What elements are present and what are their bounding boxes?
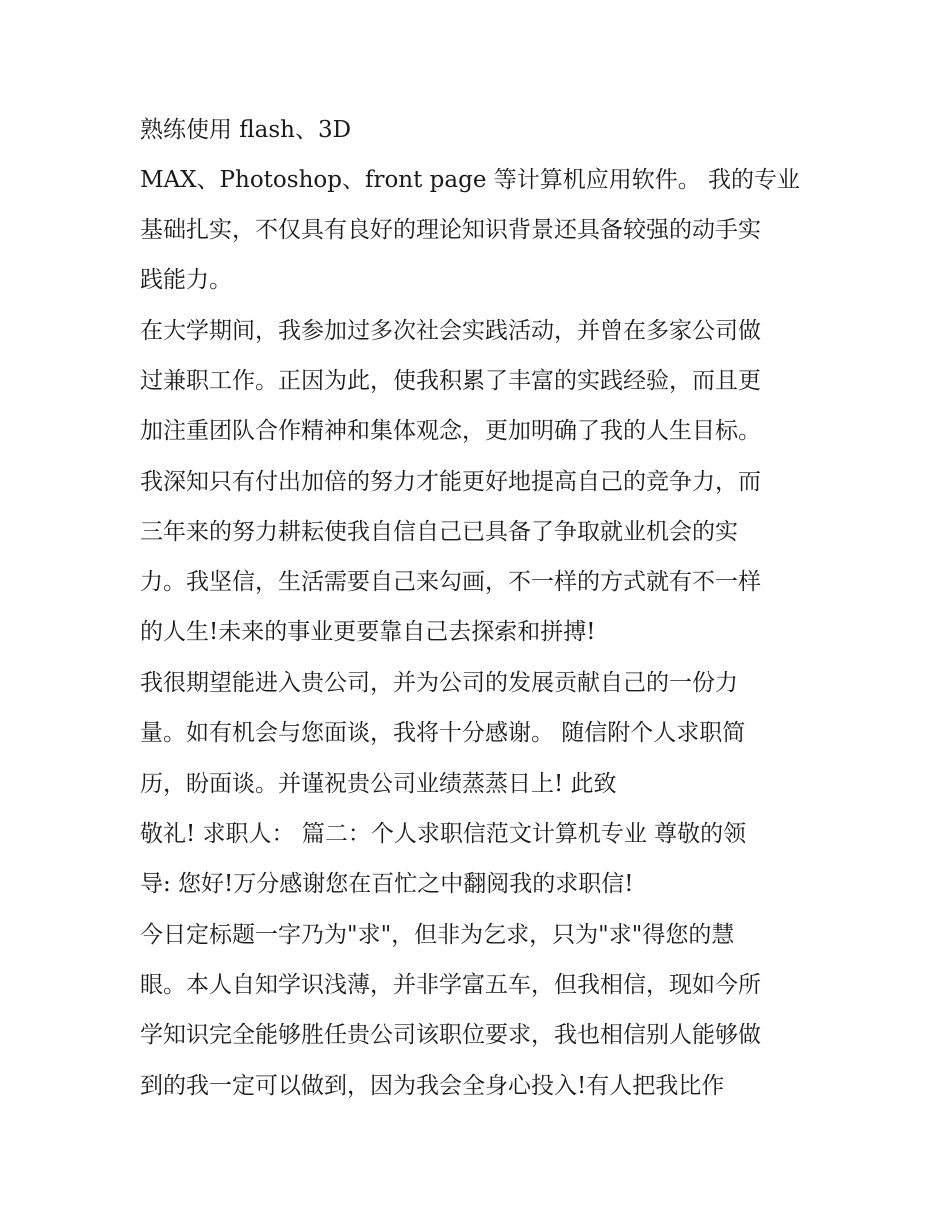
text-line: 到的我一定可以做到，因为我会全身心投入!有人把我比作: [140, 1073, 725, 1099]
text-line: MAX、Photoshop、front page 等计算机应用软件。 我的专业: [140, 167, 801, 193]
text-line: 历，盼面谈。并谨祝贵公司业绩蒸蒸日上! 此致: [140, 771, 617, 797]
text-line: 的人生!未来的事业更要靠自己去探索和拼搏!: [140, 619, 596, 645]
text-line: 基础扎实，不仅具有良好的理论知识背景还具备较强的动手实: [140, 217, 761, 243]
text-line: 在大学期间，我参加过多次社会实践活动，并曾在多家公司做: [140, 318, 761, 344]
text-line: 过兼职工作。正因为此，使我积累了丰富的实践经验，而且更: [140, 368, 761, 394]
text-line: 践能力。: [140, 267, 232, 293]
text-line: 熟练使用 flash、3D: [140, 117, 352, 143]
text-line: 学知识完全能够胜任贵公司该职位要求，我也相信别人能够做: [140, 1022, 761, 1048]
text-line: 我深知只有付出加倍的努力才能更好地提高自己的竞争力，而: [140, 469, 761, 495]
text-line: 量。如有机会与您面谈，我将十分感谢。 随信附个人求职简: [140, 720, 746, 746]
text-line: 敬礼! 求职人： 篇二：个人求职信范文计算机专业 尊敬的领: [140, 821, 747, 847]
text-line: 力。我坚信，生活需要自己来勾画，不一样的方式就有不一样: [140, 569, 761, 595]
text-line: 我很期望能进入贵公司，并为公司的发展贡献自己的一份力: [140, 670, 738, 696]
text-line: 眼。本人自知学识浅薄，并非学富五车，但我相信，现如今所: [140, 972, 761, 998]
text-line: 导: 您好!万分感谢您在百忙之中翻阅我的求职信!: [140, 871, 634, 897]
text-line: 加注重团队合作精神和集体观念，更加明确了我的人生目标。: [140, 418, 761, 444]
text-line: 三年来的努力耕耘使我自信自己已具备了争取就业机会的实: [140, 519, 738, 545]
text-line: 今日定标题一字乃为"求"，但非为乞求，只为"求"得您的慧: [140, 922, 735, 948]
